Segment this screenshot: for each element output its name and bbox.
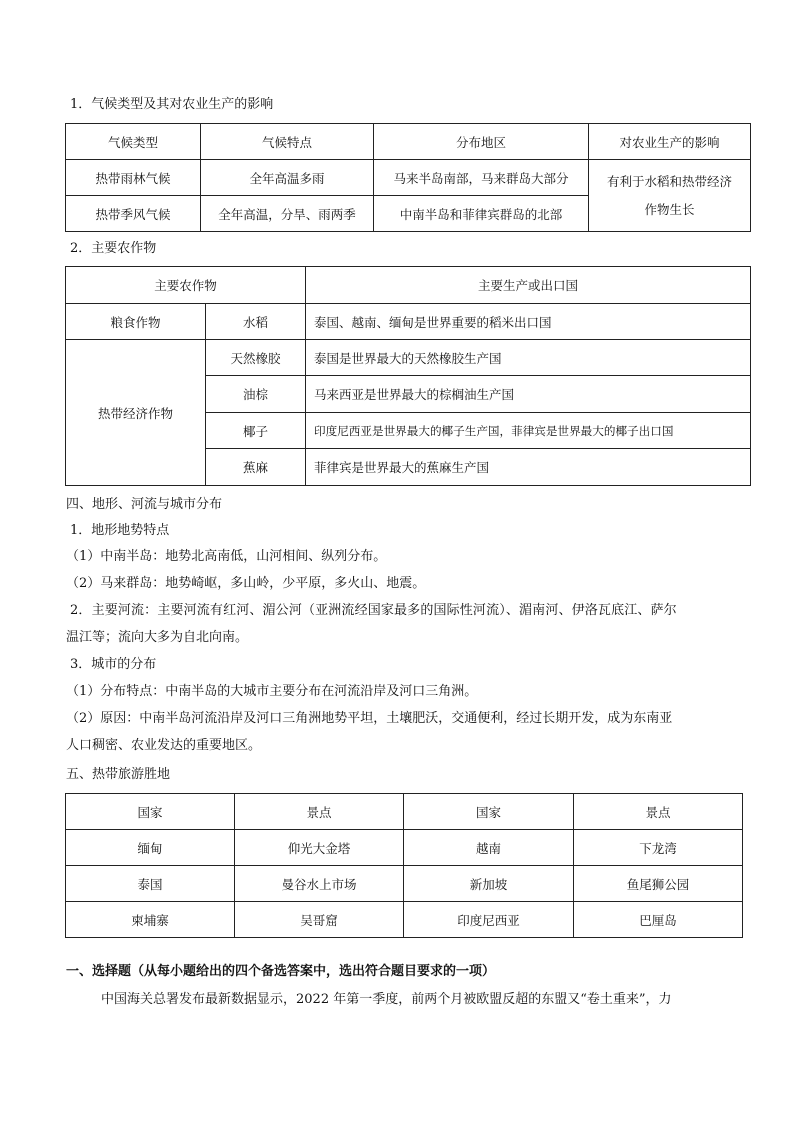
table-cell: 吴哥窟 bbox=[235, 902, 404, 938]
table-cell: 柬埔寨 bbox=[66, 902, 235, 938]
header-cell: 主要农作物 bbox=[66, 267, 306, 304]
terrain-item: （1）中南半岛：地势北高南低，山河相间、纵列分布。 bbox=[66, 549, 387, 564]
header-cell: 分布地区 bbox=[374, 124, 589, 160]
table-cell: 椰子 bbox=[206, 413, 306, 449]
terrain-item: （2）马来群岛：地势崎岖，多山岭，少平原，多火山、地震。 bbox=[66, 576, 426, 591]
climate-table bbox=[65, 123, 751, 232]
tourism-table-header bbox=[66, 794, 743, 830]
table-row bbox=[66, 304, 751, 340]
header-cell: 气候特点 bbox=[201, 124, 374, 160]
table-cell: 中南半岛和菲律宾群岛的北部 bbox=[374, 196, 589, 232]
city-title: 3．城市的分布 bbox=[70, 657, 157, 672]
table-cell: 全年高温，分旱、雨两季 bbox=[201, 196, 374, 232]
table-cell: 鱼尾狮公园 bbox=[574, 866, 743, 902]
table-cell: 热带季风气候 bbox=[66, 196, 201, 232]
crops-table bbox=[65, 266, 751, 486]
table-cell: 粮食作物 bbox=[66, 304, 206, 340]
climate-table-header bbox=[66, 124, 751, 160]
section5-heading: 五、热带旅游胜地 bbox=[66, 767, 171, 782]
table-row bbox=[66, 866, 743, 902]
table-row bbox=[66, 160, 751, 196]
header-cell: 国家 bbox=[66, 794, 235, 830]
table-cell: 热带经济作物 bbox=[66, 340, 206, 486]
river-line: 温江等；流向大多为自北向南。 bbox=[66, 630, 249, 645]
table-cell: 全年高温多雨 bbox=[201, 160, 374, 196]
section2-title: 2．主要农作物 bbox=[70, 241, 157, 256]
table-cell: 泰国是世界最大的天然橡胶生产国 bbox=[306, 340, 751, 376]
table-cell: 仰光大金塔 bbox=[235, 830, 404, 866]
table-row bbox=[66, 830, 743, 866]
header-cell: 气候类型 bbox=[66, 124, 201, 160]
table-cell: 泰国、越南、缅甸是世界重要的稻米出口国 bbox=[306, 304, 751, 340]
header-cell: 对农业生产的影响 bbox=[589, 124, 751, 160]
city-item: （2）原因：中南半岛河流沿岸及河口三角洲地势平坦，土壤肥沃，交通便利，经过长期开发，成为东南亚 bbox=[66, 711, 673, 726]
table-cell: 热带雨林气候 bbox=[66, 160, 201, 196]
city-item: 人口稠密、农业发达的重要地区。 bbox=[66, 738, 262, 753]
header-cell: 国家 bbox=[404, 794, 574, 830]
table-cell: 马来半岛南部，马来群岛大部分 bbox=[374, 160, 589, 196]
table-cell: 印度尼西亚 bbox=[404, 902, 574, 938]
table-cell: 巴厘岛 bbox=[574, 902, 743, 938]
table-cell: 泰国 bbox=[66, 866, 235, 902]
section1-title: 1．气候类型及其对农业生产的影响 bbox=[70, 97, 274, 112]
table-row bbox=[66, 340, 751, 376]
header-cell: 景点 bbox=[574, 794, 743, 830]
table-cell: 越南 bbox=[404, 830, 574, 866]
table-cell: 菲律宾是世界最大的蕉麻生产国 bbox=[306, 449, 751, 486]
table-cell: 印度尼西亚是世界最大的椰子生产国，菲律宾是世界最大的椰子出口国 bbox=[306, 413, 751, 449]
header-cell: 景点 bbox=[235, 794, 404, 830]
impact-cell bbox=[589, 160, 751, 232]
table-row bbox=[66, 902, 743, 938]
table-cell: 油棕 bbox=[206, 376, 306, 413]
tourism-table bbox=[65, 793, 743, 938]
section4-heading: 四、地形、河流与城市分布 bbox=[66, 497, 223, 512]
impact-line: 作物生长 bbox=[644, 201, 695, 217]
river-line: 2．主要河流：主要河流有红河、湄公河（亚洲流经国家最多的国际性河流）、湄南河、伊洛瓦底江、萨尔 bbox=[70, 603, 677, 618]
table-cell: 蕉麻 bbox=[206, 449, 306, 486]
exercise-heading: 一、选择题（从每小题给出的四个备选答案中，选出符合题目要求的一项） bbox=[66, 964, 496, 979]
impact-line: 有利于水稻和热带经济 bbox=[606, 173, 732, 189]
table-cell: 天然橡胶 bbox=[206, 340, 306, 376]
header-cell: 主要生产或出口国 bbox=[306, 267, 751, 304]
table-cell: 缅甸 bbox=[66, 830, 235, 866]
table-cell: 曼谷水上市场 bbox=[235, 866, 404, 902]
table-cell: 马来西亚是世界最大的棕榈油生产国 bbox=[306, 376, 751, 413]
table-cell: 下龙湾 bbox=[574, 830, 743, 866]
crops-table-header bbox=[66, 267, 751, 304]
terrain-title: 1．地形地势特点 bbox=[70, 523, 170, 538]
table-cell: 水稻 bbox=[206, 304, 306, 340]
city-item: （1）分布特点：中南半岛的大城市主要分布在河流沿岸及河口三角洲。 bbox=[66, 684, 478, 699]
exercise-paragraph: 中国海关总署发布最新数据显示，2022 年第一季度，前两个月被欧盟反超的东盟又“卷土重来”，力 bbox=[101, 992, 672, 1007]
table-cell: 新加坡 bbox=[404, 866, 574, 902]
